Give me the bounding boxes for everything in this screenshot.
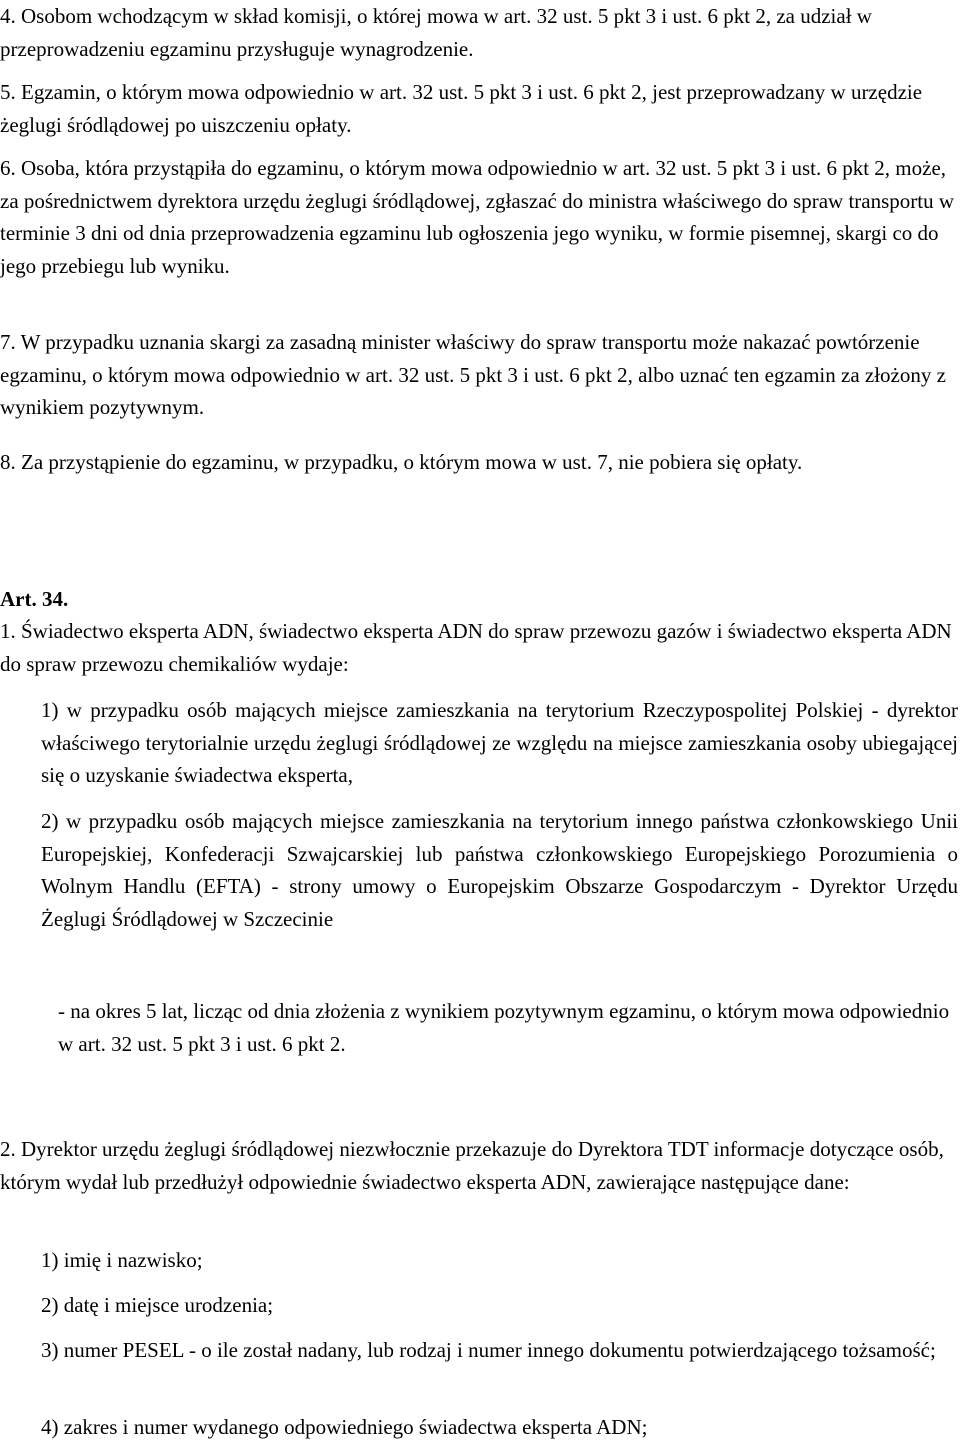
data-list-item-2: 2) datę i miejsce urodzenia; [41,1293,274,1317]
article-34-paragraph-1: 1. Świadectwo eksperta ADN, świadectwo eksperta ADN do spraw przewozu gazów i świadectwo eksperta ADN do spraw przewozu chemikaliów wydaje: [0,619,952,676]
data-list-item-3: 3) numer PESEL - o ile został nadany, lub rodzaj i numer innego dokumentu potwierdzającego tożsamość; [41,1338,936,1362]
paragraph-7: 7. W przypadku uznania skargi za zasadną minister właściwy do spraw transportu może nakazać powtórzenie egzaminu, o którym mowa odpowiednio w art. 32 ust. 5 pkt 3 i ust. 6 pkt 2, albo uznać ten egzamin za złożony z wynikiem pozytywnym. [0,330,946,419]
article-34-paragraph-2: 2. Dyrektor urzędu żeglugi śródlądowej niezwłocznie przekazuje do Dyrektora TDT informacje dotyczące osób, którym wydał lub przedłużył odpowiednie świadectwo eksperta ADN, zawierające następujące dane: [0,1137,944,1194]
article-34-item-1: 1) w przypadku osób mających miejsce zamieszkania na terytorium Rzeczypospolitej Polskiej - dyrektor właściwego terytorialnie urzędu żeglugi śródlądowej ze względu na miejsce zamieszkania osoby ubiegającej się o uzyskanie świadectwa eksperta, [41,698,958,787]
paragraph-5: 5. Egzamin, o którym mowa odpowiednio w art. 32 ust. 5 pkt 3 i ust. 6 pkt 2, jest przeprowadzany w urzędzie żeglugi śródlądowej po uiszczeniu opłaty. [0,80,923,137]
article-34-item-2: 2) w przypadku osób mających miejsce zamieszkania na terytorium innego państwa członkowskiego Unii Europejskiej, Konfederacji Szwajcarskiej lub państwa członkowskiego Europejskiego Porozumienia o Wolnym Handlu (EFTA) - strony umowy o Europejskim Obszarze Gospodarczym - Dyrektor Urzędu Żeglugi Śródlądowej w Szczecinie [41,809,958,931]
paragraph-8: 8. Za przystąpienie do egzaminu, w przypadku, o którym mowa w ust. 7, nie pobiera się opłaty. [0,450,803,474]
article-heading: Art. 34. [0,587,69,611]
data-list-item-4: 4) zakres i numer wydanego odpowiedniego świadectwa eksperta ADN; [41,1415,648,1439]
data-list-item-1: 1) imię i nazwisko; [41,1248,203,1272]
paragraph-6: 6. Osoba, która przystąpiła do egzaminu, o którym mowa odpowiednio w art. 32 ust. 5 pkt 3 i ust. 6 pkt 2, może, za pośrednictwem dyrektora urzędu żeglugi śródlądowej, zgłaszać do ministra właściwego do spraw transportu w terminie 3 dni od dnia przeprowadzenia egzaminu lub ogłoszenia jego wyniku, w formie pisemnej, skargi co do jego przebiegu lub wyniku. [0,156,955,278]
article-34-validity-clause: - na okres 5 lat, licząc od dnia złożenia z wynikiem pozytywnym egzaminu, o którym mowa odpowiednio w art. 32 ust. 5 pkt 3 i ust. 6 pkt 2. [58,999,950,1056]
paragraph-4: 4. Osobom wchodzącym w skład komisji, o której mowa w art. 32 ust. 5 pkt 3 i ust. 6 pkt 2, za udział w przeprowadzeniu egzaminu przysługuje wynagrodzenie. [0,4,872,61]
